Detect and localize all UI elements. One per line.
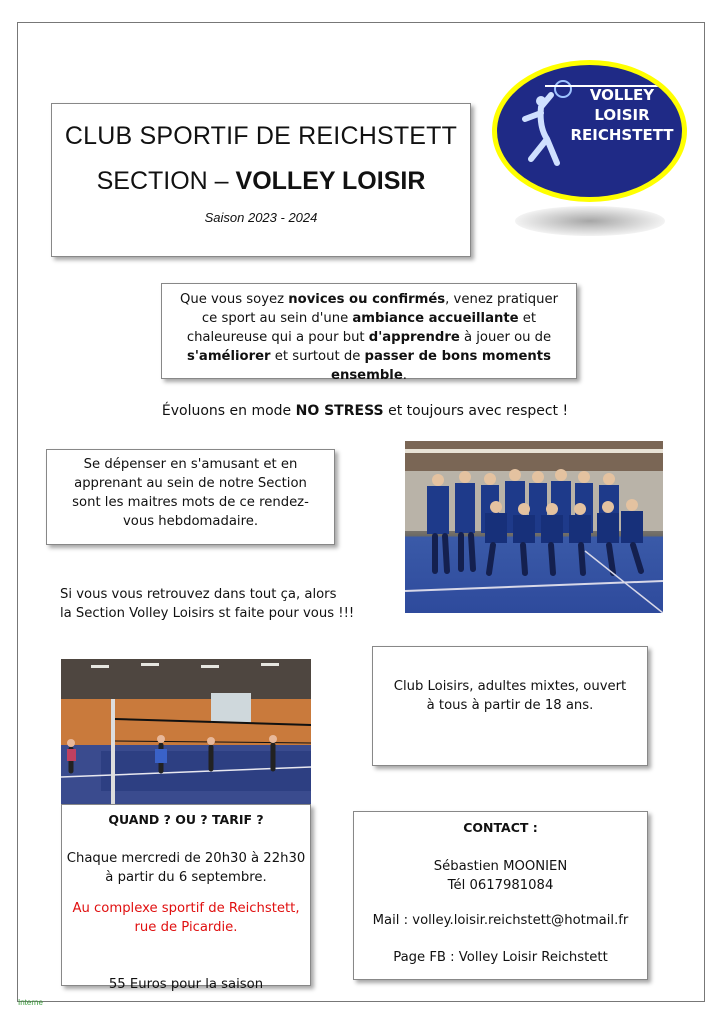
invite-line-2: la Section Volley Loisirs st faite pour vous !!! [60, 606, 355, 621]
club-info-text: Club Loisirs, adultes mixtes, ouvert à tous à partir de 18 ans. [393, 679, 627, 713]
intro-bold-ameliorer: s'améliorer [187, 349, 271, 364]
intro-bold-apprendre: d'apprendre [368, 330, 460, 345]
gym-photo-illustration [61, 659, 311, 805]
when-box [61, 804, 311, 992]
contact-name: Sébastien MOONIEN [433, 859, 568, 874]
intro-box [161, 283, 577, 383]
contact-mail[interactable]: Mail : volley.loisir.reichstett@hotmail.fr [372, 913, 629, 928]
motto-prefix: Évoluons en mode [161, 403, 296, 419]
contact-facebook[interactable]: Page FB : Volley Loisir Reichstett [393, 950, 608, 965]
intro-text-1: Que vous soyez [179, 292, 289, 307]
when-title: QUAND ? OU ? TARIF ? [108, 812, 264, 827]
invite-line-1: Si vous vous retrouvez dans tout ça, alors [60, 587, 337, 602]
motto-line [60, 403, 670, 419]
gym-photo [61, 659, 311, 805]
club-info-box [372, 646, 648, 766]
season-label: Saison 2023 - 2024 [204, 210, 318, 225]
team-photo [405, 441, 663, 613]
logo-shadow [515, 206, 665, 236]
volley-logo-line-1: VOLLEY [589, 86, 655, 104]
footer-tag: Interne [18, 998, 43, 1007]
volley-loisir-logo [492, 60, 687, 202]
team-photo-illustration [405, 441, 663, 613]
intro-bold-ambiance: ambiance accueillante [352, 311, 519, 326]
intro-text-6: . [402, 368, 407, 383]
when-price: 55 Euros pour la saison [108, 977, 264, 992]
header-box [51, 103, 471, 257]
header-section [52, 167, 470, 196]
when-place-2: rue de Picardie. [134, 920, 238, 935]
header-section-bold: VOLLEY LOISIR [235, 167, 426, 195]
header-title: CLUB SPORTIF DE REICHSTETT [64, 122, 458, 150]
intro-text-3: et chaleureuse qui a pour but [186, 311, 537, 345]
spend-text: Se dépenser en s'amusant et en apprenant au sein de notre Section sont les maitres mots de ce rendez-vous hebdomadaire. [72, 457, 309, 529]
intro-text-2: , venez pratiquer ce sport au sein d'une [201, 292, 559, 326]
header-section-prefix: SECTION – [96, 167, 236, 195]
volley-logo-inner [497, 65, 682, 197]
intro-bold-novices: novices ou confirmés [288, 292, 446, 307]
when-schedule-2: à partir du 6 septembre. [105, 870, 267, 885]
volley-logo-text [569, 85, 675, 145]
contact-box [353, 811, 648, 980]
spend-box [46, 449, 335, 545]
motto-suffix: et toujours avec respect ! [383, 403, 569, 419]
intro-bold-moments: passer de bons moments ensemble [331, 349, 551, 383]
volley-logo-line-3: REICHSTETT [570, 126, 674, 144]
contact-title: CONTACT : [463, 820, 538, 835]
contact-phone: Tél 0617981084 [447, 878, 554, 893]
volley-logo-line-2: LOISIR [594, 106, 650, 124]
motto-no-stress: NO STRESS [295, 403, 384, 419]
intro-text-5: et surtout de [270, 349, 365, 364]
when-schedule-1: Chaque mercredi de 20h30 à 22h30 [66, 851, 306, 866]
invite-text [60, 585, 380, 623]
intro-text-4: à jouer ou de [459, 330, 552, 345]
when-place-1: Au complexe sportif de Reichstett, [72, 901, 300, 916]
